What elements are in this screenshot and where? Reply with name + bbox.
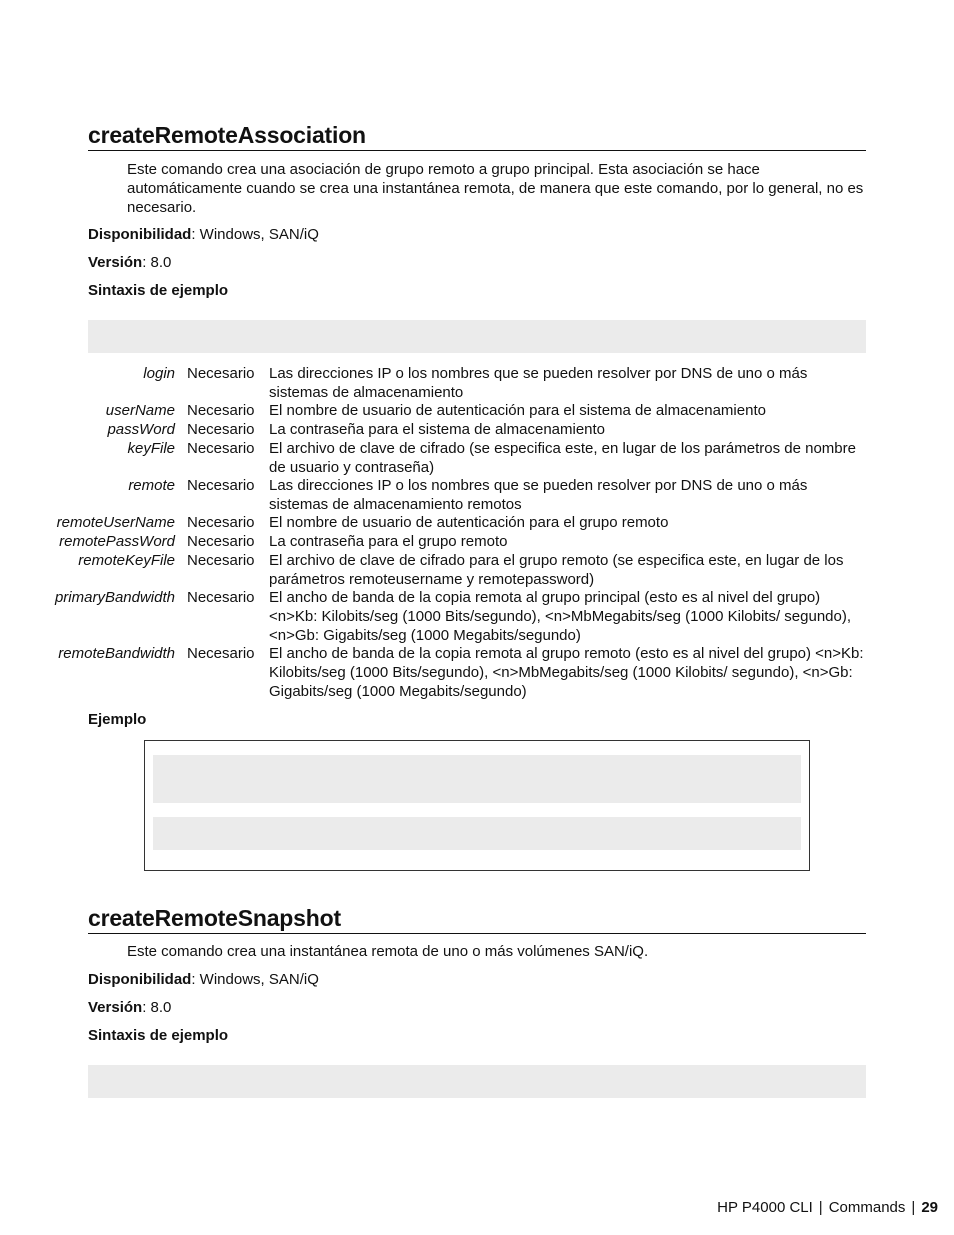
param-required: Necesario xyxy=(187,552,255,569)
availability-label: Disponibilidad xyxy=(88,226,192,243)
param-name: remote xyxy=(128,477,175,494)
param-description: La contraseña para el sistema de almacenamiento xyxy=(269,421,606,438)
section-description: Este comando crea una asociación de grupo remoto a grupo principal. Esta asociación se hace automáticamente cuando se crea una instantánea remota, de manera que este comando, por lo general, no es necesario. xyxy=(127,161,864,216)
param-required: Necesario xyxy=(187,533,255,550)
example-frame xyxy=(144,740,810,871)
example-label: Ejemplo xyxy=(88,711,147,728)
section-title-create-remote-association: createRemoteAssociation xyxy=(88,124,866,151)
param-description: La contraseña para el grupo remoto xyxy=(269,533,508,550)
param-name: keyFile xyxy=(127,440,175,457)
version-line xyxy=(88,253,171,272)
param-required: Necesario xyxy=(187,589,255,606)
param-required: Necesario xyxy=(187,514,255,531)
param-description: El archivo de clave de cifrado (se especifica este, en lugar de los parámetros de nombre de usuario y contraseña) xyxy=(269,440,856,476)
footer-separator: | xyxy=(818,1199,823,1216)
page-number: 29 xyxy=(921,1199,938,1216)
param-required: Necesario xyxy=(187,645,255,662)
footer-section: Commands xyxy=(828,1199,906,1216)
param-required: Necesario xyxy=(187,402,255,419)
example-code-box xyxy=(153,755,801,803)
section-description: Este comando crea una instantánea remota de uno o más volúmenes SAN/iQ. xyxy=(127,943,649,960)
param-required: Necesario xyxy=(187,365,255,382)
param-description: El archivo de clave de cifrado para el grupo remoto (se especifica este, en lugar de los parámetros remoteusername y remotepassword) xyxy=(269,552,844,588)
param-required: Necesario xyxy=(187,440,255,457)
footer-separator: | xyxy=(911,1199,916,1216)
availability-line xyxy=(88,970,319,989)
syntax-code-box xyxy=(88,320,866,353)
version-label: Versión xyxy=(88,999,143,1016)
param-name: remoteUserName xyxy=(56,514,175,531)
param-name: remoteKeyFile xyxy=(78,552,175,569)
availability-label: Disponibilidad xyxy=(88,971,192,988)
version-label: Versión xyxy=(88,254,143,271)
param-name: remoteBandwidth xyxy=(58,645,175,662)
param-required: Necesario xyxy=(187,421,255,438)
param-description: El ancho de banda de la copia remota al grupo remoto (esto es al nivel del grupo) <n>Kb: Kilobits/seg (1000 Bits/segundo), <n>MbMegabits/seg (1000 Kilobits/ segundo), <n>Gb: Gigabits/seg (1000 Megabits/segundo) xyxy=(269,645,864,700)
param-description: Las direcciones IP o los nombres que se pueden resolver por DNS de uno o más sistemas de almacenamiento xyxy=(269,365,808,401)
param-description: El ancho de banda de la copia remota al grupo principal (esto es al nivel del grupo) <n>Kb: Kilobits/seg (1000 Bits/segundo), <n>MbMegabits/seg (1000 Kilobits/ segundo), <n>Gb: Gigabits/seg (1000 Megabits/segundo) xyxy=(269,589,852,644)
footer-doc-title: HP P4000 CLI xyxy=(717,1199,813,1216)
availability-value: : Windows, SAN/iQ xyxy=(191,971,319,988)
param-name: remotePassWord xyxy=(59,533,175,550)
page-footer xyxy=(717,1198,938,1217)
param-name: passWord xyxy=(107,421,175,438)
param-description: El nombre de usuario de autenticación para el sistema de almacenamiento xyxy=(269,402,766,419)
param-name: userName xyxy=(105,402,175,419)
param-description: Las direcciones IP o los nombres que se pueden resolver por DNS de uno o más sistemas de almacenamiento remotos xyxy=(269,477,808,513)
availability-value: : Windows, SAN/iQ xyxy=(191,226,319,243)
syntax-label: Sintaxis de ejemplo xyxy=(88,1027,229,1044)
version-value: : 8.0 xyxy=(142,999,172,1016)
param-name: login xyxy=(143,365,175,382)
section-title-create-remote-snapshot: createRemoteSnapshot xyxy=(88,907,866,934)
syntax-label: Sintaxis de ejemplo xyxy=(88,282,229,299)
version-value: : 8.0 xyxy=(142,254,172,271)
param-required: Necesario xyxy=(187,477,255,494)
param-name: primaryBandwidth xyxy=(54,589,175,606)
syntax-code-box xyxy=(88,1065,866,1098)
version-line xyxy=(88,998,171,1017)
example-code-box xyxy=(153,817,801,850)
param-description: El nombre de usuario de autenticación para el grupo remoto xyxy=(269,514,669,531)
availability-line xyxy=(88,225,319,244)
